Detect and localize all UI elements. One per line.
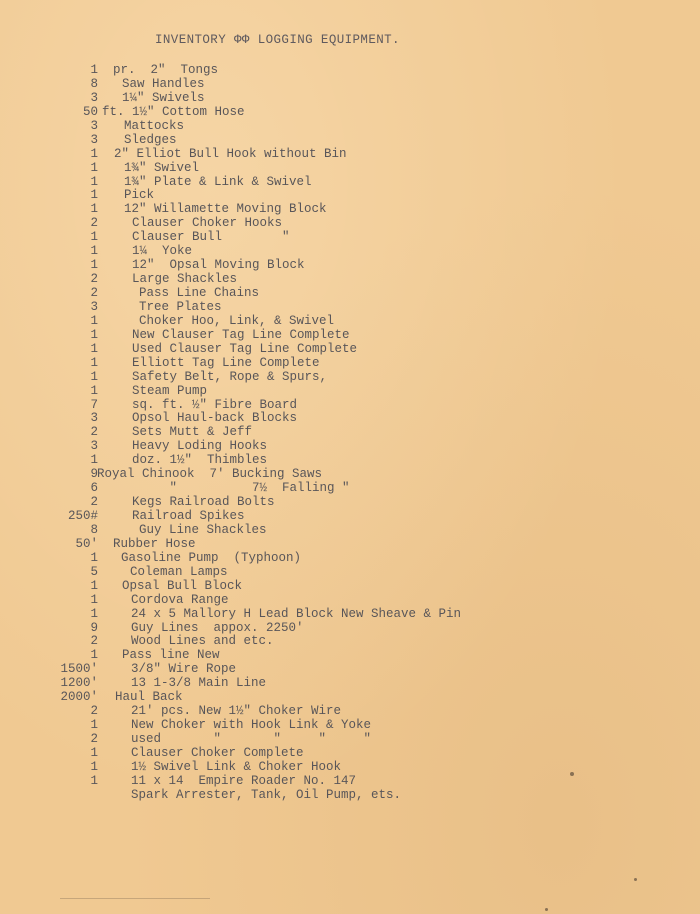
list-item [0,635,700,649]
list-item [0,789,700,803]
item-quantity: 1 [90,773,98,788]
list-item [0,148,700,162]
list-item [0,552,700,566]
item-quantity: 1 [90,313,98,328]
item-description: Spark Arrester, Tank, Oil Pump, ets. [131,787,402,802]
ink-spot [634,878,637,881]
list-item [0,510,700,524]
list-item [0,426,700,440]
item-quantity: 1 [90,453,98,468]
item-description: Sets Mutt & Jeff [132,425,253,440]
list-item [0,371,700,385]
item-description: Steam Pump [132,383,208,398]
item-description: 21' pcs. New 1½" Choker Wire [131,704,342,719]
list-item [0,747,700,761]
list-item [0,649,700,663]
list-item [0,803,700,817]
list-item [0,691,700,705]
list-item [0,580,700,594]
item-quantity: 1 [90,383,98,398]
list-item [0,440,700,454]
document-title: INVENTORY ΦΦ LOGGING EQUIPMENT. [155,33,400,47]
item-description: 1¼ Yoke [132,244,193,259]
item-description: 12" Opsal Moving Block [132,258,305,273]
item-description: Safety Belt, Rope & Spurs, [132,369,328,384]
item-quantity: 3 [90,439,98,454]
item-description: Pick [124,188,155,203]
item-description: Mattocks [124,118,185,133]
item-quantity: 5 [90,564,98,579]
list-item [0,454,700,468]
item-description: Heavy Loding Hooks [132,439,268,454]
item-description: 12" Willamette Moving Block [124,202,327,217]
item-quantity: 2 [90,272,98,287]
list-item [0,203,700,217]
list-item [0,273,700,287]
item-quantity: 1 [90,550,98,565]
list-item [0,231,700,245]
item-quantity: 2 [90,216,98,231]
item-description: New Choker with Hook Link & Yoke [131,718,372,733]
list-item [0,468,700,482]
list-item [0,189,700,203]
item-description: 13 1-3/8 Main Line [131,676,267,691]
item-quantity: 6 [90,481,98,496]
item-description: ft. 1½" Cottom Hose [102,104,245,119]
item-quantity: 1 [90,759,98,774]
item-description: Clauser Choker Hooks [132,216,283,231]
item-quantity: 1 [90,648,98,663]
item-description: Cordova Range [131,592,229,607]
list-item [0,496,700,510]
list-item [0,719,700,733]
item-description: Wood Lines and etc. [131,634,274,649]
list-item [0,622,700,636]
list-item [0,775,700,789]
item-quantity: 7 [90,397,98,412]
item-quantity: 1 [90,606,98,621]
item-quantity: 1 [90,341,98,356]
item-quantity: 250# [67,509,98,523]
item-description: 1½ Swivel Link & Choker Hook [131,759,342,774]
item-description: Haul Back [115,690,183,705]
item-quantity: 8 [90,76,98,91]
list-item [0,301,700,315]
item-quantity: 1 [90,327,98,342]
ink-spot [570,772,574,776]
item-quantity: 9 [90,467,98,482]
list-item [0,120,700,134]
list-item [0,315,700,329]
item-quantity: 3 [90,118,98,133]
item-quantity: 1 [90,174,98,189]
item-description: Sledges [124,132,177,147]
item-description: Rubber Hose [113,536,196,551]
item-description: Pass Line Chains [139,286,260,300]
item-quantity: 1 [90,745,98,760]
list-item [0,134,700,148]
item-description: 2" Elliot Bull Hook without Bin [114,146,347,161]
item-description: Large Shackles [132,272,238,287]
item-quantity: 1 [90,160,98,175]
list-item [0,357,700,371]
item-quantity: 2000' [60,690,98,705]
item-description: Kegs Railroad Bolts [132,495,275,510]
item-description: Clauser Bull " [132,230,290,245]
item-quantity: 8 [90,522,98,537]
item-quantity: 50 [82,104,98,119]
list-item [0,64,700,78]
item-description: 1¾" Swivel [124,160,200,175]
item-description: Gasoline Pump (Typhoon) [121,550,302,565]
item-quantity: 1 [90,718,98,733]
item-description: Opsol Haul-back Blocks [132,411,298,426]
item-quantity: 50' [75,536,98,551]
item-quantity: 2 [90,732,98,746]
item-quantity: 1 [90,258,98,273]
list-item [0,566,700,580]
item-quantity: 9 [90,620,98,635]
list-item [0,482,700,496]
item-description: sq. ft. ½" Fibre Board [132,397,298,412]
item-description: pr. 2" Tongs [113,63,219,77]
list-item [0,705,700,719]
item-quantity: 1 [90,202,98,217]
item-quantity: 1 [90,369,98,384]
list-item [0,106,700,120]
item-quantity: 1 [90,146,98,161]
list-item [0,663,700,677]
item-description: " 7½ Falling " [132,481,350,496]
list-item [0,761,700,775]
list-item [0,176,700,190]
item-description: 11 x 14 Empire Roader No. 147 [131,773,357,788]
item-quantity: 2 [90,286,98,300]
item-quantity: 1200' [60,676,98,691]
paper-crease [60,898,210,899]
list-item [0,92,700,106]
list-item [0,343,700,357]
item-description: 3/8" Wire Rope [131,662,237,677]
item-quantity: 1 [90,230,98,245]
list-item [0,412,700,426]
item-description: Guy Lines appox. 2250' [131,620,304,635]
item-description: Opsal Bull Block [122,578,243,593]
item-description: 1¾" Plate & Link & Swivel [124,174,312,189]
item-description: Guy Line Shackles [139,522,267,537]
item-description: 24 x 5 Mallory H Lead Block New Sheave & Pin [131,606,462,621]
list-item [0,287,700,301]
list-item [0,162,700,176]
ink-spot [545,908,548,911]
item-quantity: 1 [90,355,98,370]
item-quantity: 3 [90,299,98,314]
item-quantity: 1 [90,578,98,593]
list-item [0,259,700,273]
item-quantity: 2 [90,495,98,510]
item-description: Used Clauser Tag Line Complete [132,341,358,356]
item-quantity: 2 [90,425,98,440]
list-item [0,78,700,92]
item-quantity: 1 [90,592,98,607]
list-item [0,594,700,608]
list-item [0,217,700,231]
list-item [0,538,700,552]
item-description: New Clauser Tag Line Complete [132,327,350,342]
list-item [0,733,700,747]
item-description: Clauser Choker Complete [131,745,304,760]
list-item [0,385,700,399]
inventory-list [0,64,700,817]
item-quantity: 2 [90,704,98,719]
list-item [0,399,700,413]
list-item [0,329,700,343]
list-item [0,245,700,259]
item-quantity: 1 [90,244,98,259]
item-quantity: 3 [90,132,98,147]
item-description: Coleman Lamps [130,564,228,579]
item-quantity: 3 [90,411,98,426]
item-description: doz. 1½" Thimbles [132,453,268,468]
item-description: Elliott Tag Line Complete [132,355,320,370]
item-description: Tree Plates [139,299,222,314]
item-quantity: 3 [90,90,98,105]
item-quantity: 1500' [60,662,98,677]
item-description: Royal Chinook 7' Bucking Saws [97,467,323,482]
item-description: used " " " " [131,732,372,746]
item-description: 1¼" Swivels [122,90,205,105]
item-description: Choker Hoo, Link, & Swivel [139,313,335,328]
item-quantity: 1 [90,188,98,203]
item-description: Pass line New [122,648,220,663]
item-description: Railroad Spikes [132,509,245,523]
list-item [0,608,700,622]
item-quantity: 2 [90,634,98,649]
item-description: Saw Handles [122,76,205,91]
item-quantity: 1 [90,63,98,77]
list-item [0,524,700,538]
list-item [0,677,700,691]
